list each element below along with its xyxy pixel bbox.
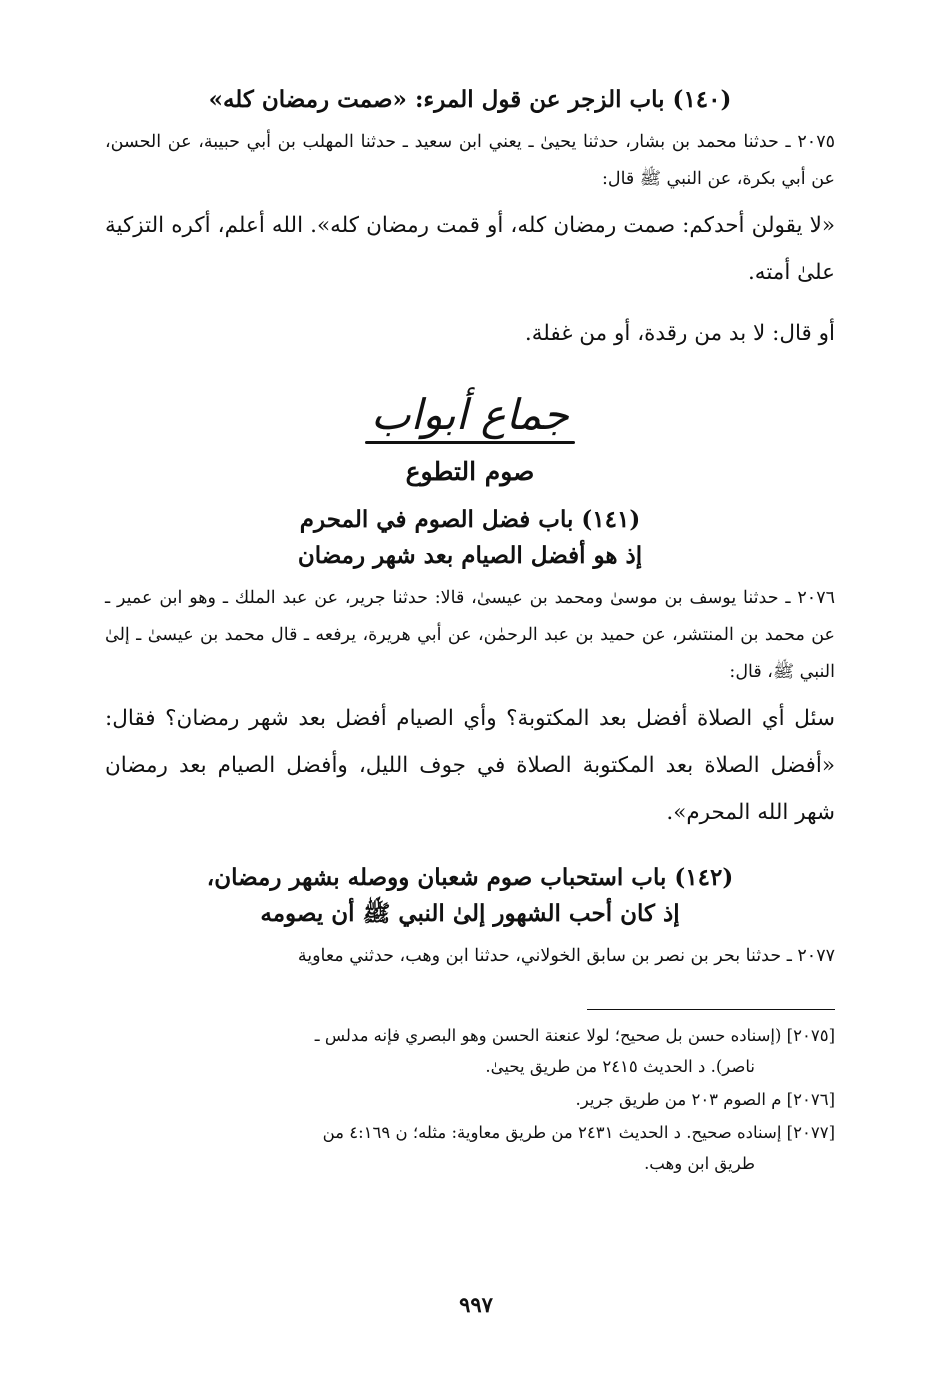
hadith-2075-matn: «لا يقولن أحدكم: صمت رمضان كله، أو قمت رمضان كله». الله أعلم، أكره التزكية علىٰ أمته.: [105, 213, 835, 285]
footnote-2077: [105, 1117, 835, 1179]
chapter-heading-141-line2: إذ هو أفضل الصيام بعد شهر رمضان: [297, 542, 643, 569]
footnote-2075: [105, 1020, 835, 1082]
footnote-text: [٢٠٧٧] إسناده صحيح. د الحديث ٢٤٣١ من طريق معاوية: مثله؛ ن ٤:١٦٩ من: [322, 1123, 835, 1142]
chapter-heading-142-line1: (١٤٢) باب استحباب صوم شعبان ووصله بشهر رمضان،: [206, 864, 734, 891]
footnote-divider: [587, 1009, 835, 1010]
hadith-2076-isnad: ٢٠٧٦ ـ حدثنا يوسف بن موسىٰ ومحمد بن عيسىٰ، قالا: حدثنا جرير، عن عبد الملك ـ وهو ابن عمير ـ عن محمد بن المنتشر، عن حميد بن عبد الرحمٰن، عن أبي هريرة، يرفعه ـ قال محمد بن عيسىٰ ـ إلىٰ النبي ﷺ، قال:: [105, 588, 835, 682]
hadith-2075-isnad: ٢٠٧٥ ـ حدثنا محمد بن بشار، حدثنا يحيىٰ ـ يعني ابن سعيد ـ حدثنا المهلب بن أبي حبيبة، عن الحسن، عن أبي بكرة، عن النبي ﷺ قال:: [105, 132, 835, 189]
footnotes: [105, 1020, 835, 1179]
hadith-2076-matn: سئل أي الصلاة أفضل بعد المكتوبة؟ وأي الصيام أفضل بعد شهر رمضان؟ فقال: «أفضل الصلاة بعد المكتوبة الصلاة في جوف الليل، وأفضل الصيام بعد رمضان شهر الله المحرم».: [105, 706, 835, 825]
hadith-2075-note: أو قال: لا بد من رقدة، أو من غفلة.: [524, 321, 835, 346]
footnote-text: [٢٠٧٥] (إسناده حسن بل صحيح؛ لولا عنعنة الحسن وهو البصري فإنه مدلس ـ: [314, 1026, 835, 1045]
book-subtitle: صوم التطوع: [405, 457, 535, 486]
page-number: ٩٩٧: [459, 1292, 493, 1317]
chapter-heading-141-line1: (١٤١) باب فضل الصوم في المحرم: [299, 506, 641, 533]
document-page: [105, 82, 835, 1181]
footnote-text: [٢٠٧٦] م الصوم ٢٠٣ من طريق جرير.: [575, 1090, 835, 1109]
footnote-2076: [105, 1084, 835, 1115]
chapter-heading-140: (١٤٠) باب الزجر عن قول المرء: «صمت رمضان كله»: [208, 86, 732, 113]
footnote-continuation: ناصر). د الحديث ٢٤١٥ من طريق يحيىٰ.: [485, 1057, 755, 1076]
footnote-continuation: طريق ابن وهب.: [644, 1154, 755, 1173]
chapter-heading-142-line2: إذ كان أحب الشهور إلىٰ النبي ﷺ أن يصومه: [260, 900, 680, 927]
jumaa-abwab-title: جماع أبواب: [371, 390, 569, 439]
hadith-2077-isnad: ٢٠٧٧ ـ حدثنا بحر بن نصر بن سابق الخولاني، حدثنا ابن وهب، حدثني معاوية: [297, 946, 835, 966]
